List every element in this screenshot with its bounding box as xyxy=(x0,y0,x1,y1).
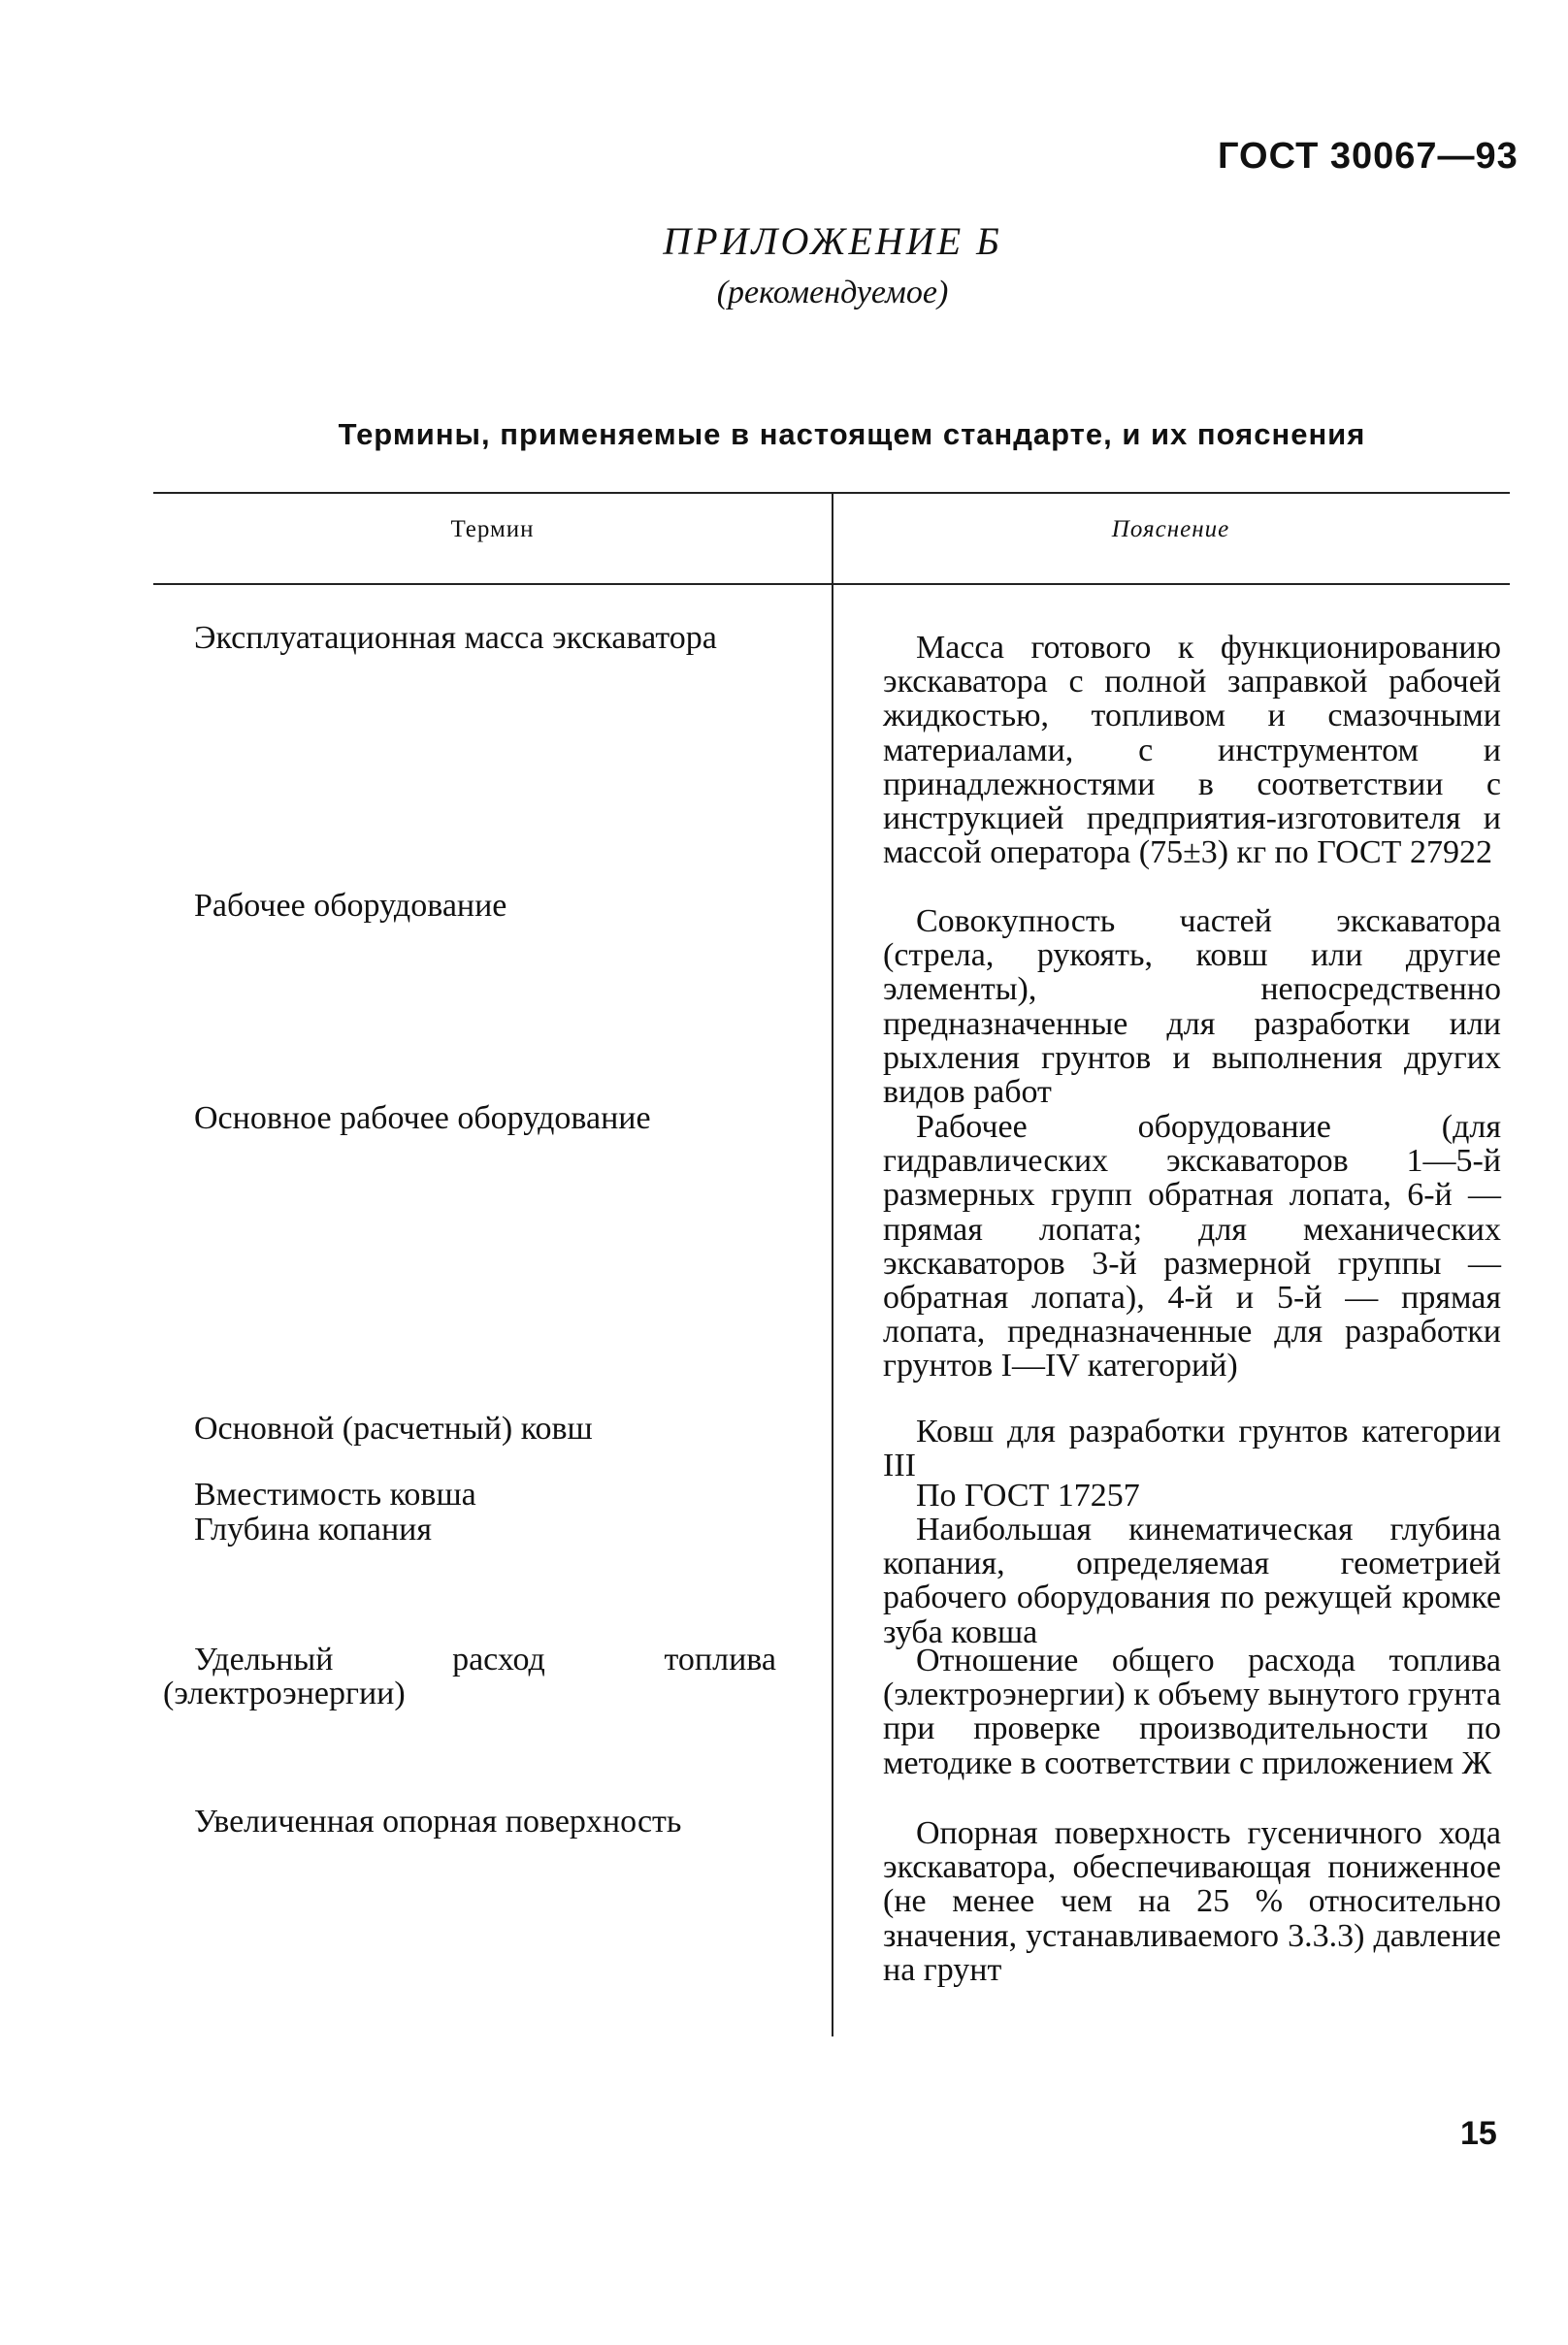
explanation-main-working-equipment: Рабочее оборудование (для гидравлических экскаваторов 1—5-й размерных групп обратная лопата, 6-й — прямая лопата; для механических экскаваторов 3-й размерной группы — обратная лопата), 4-й и 5-й — прямая лопата, предназначенные для разработки грунтов I—IV категорий) xyxy=(883,1109,1501,1384)
term-digging-depth: Глубина копания xyxy=(194,1512,433,1547)
term-operating-mass: Эксплуатационная масса экскаватора xyxy=(194,620,717,656)
term-increased-support-surface: Увеличенная опорная поверхность xyxy=(194,1804,682,1840)
term-main-working-equipment: Основное рабочее оборудование xyxy=(194,1100,651,1136)
term-main-bucket: Основной (расчетный) ковш xyxy=(194,1411,593,1447)
explanation-operating-mass: Масса готового к функционированию экскаватора с полной заправкой рабочей жидкостью, топливом и смазочными материалами, с инструментом и принадлежностями в соответствии с инструкцией предприятия-изготовителя и массой оператора (75±3) кг по ГОСТ 27922 xyxy=(883,630,1501,871)
explanation-main-bucket: Ковш для разработки грунтов категории III xyxy=(883,1414,1501,1484)
explanation-working-equipment: Совокупность частей экскаватора (стрела, рукоять, ковш или другие элементы), непосредственно предназначенные для разработки или рыхления грунтов и выполнения других видов работ xyxy=(883,903,1501,1111)
column-header-term: Термин xyxy=(450,516,535,542)
term-specific-fuel-consumption: Удельный расход топлива (электроэнергии) xyxy=(163,1642,776,1712)
page-number: 15 xyxy=(1460,2115,1497,2152)
document-code: ГОСТ 30067—93 xyxy=(1218,136,1519,177)
appendix-subtitle: (рекомендуемое) xyxy=(716,275,949,310)
explanation-specific-fuel-consumption: Отношение общего расхода топлива (электроэнергии) к объему вынутого грунта при проверке производительности по методике в соответствии с приложением Ж xyxy=(883,1643,1501,1781)
explanation-bucket-capacity: По ГОСТ 17257 xyxy=(916,1478,1140,1514)
term-bucket-capacity: Вместимость ковша xyxy=(194,1477,476,1513)
table-caption: Термины, применяемые в настоящем стандарте, и их пояснения xyxy=(338,417,1366,451)
term-working-equipment: Рабочее оборудование xyxy=(194,888,507,924)
explanation-increased-support-surface: Опорная поверхность гусеничного хода экскаватора, обеспечивающая пониженное (не менее чем на 25 % относительно значения, устанавливаемого 3.3.3) давление на грунт xyxy=(883,1815,1501,1988)
column-header-explanation: Пояснение xyxy=(1111,516,1230,542)
appendix-title: ПРИЛОЖЕНИЕ Б xyxy=(663,219,1002,263)
table-column-divider xyxy=(832,492,833,2036)
explanation-digging-depth: Наибольшая кинематическая глубина копания, определяемая геометрией рабочего оборудования по режущей кромке зуба ковша xyxy=(883,1512,1501,1650)
